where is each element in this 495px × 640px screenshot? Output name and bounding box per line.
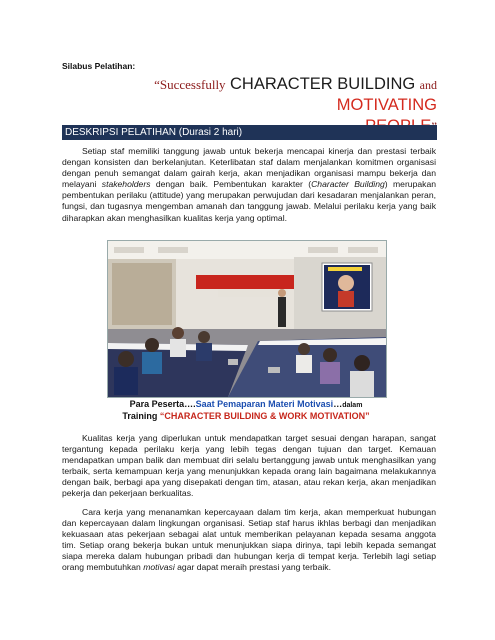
title-main: CHARACTER BUILDING <box>230 75 416 93</box>
paragraph-1-part-a: Setiap staf memiliki tanggung jawab untuk bekerja mencapai kinerja dan prestasi terbaik dengan konsisten dan berkelanjutan. Keterlibatan staf dalam menjalankan komitmen organisasi dengan penuh semangat dalam gairah kerja, akan menjadikan organisasi mampu bekerja dan melayani <box>62 146 436 190</box>
caption-dalam: dalam <box>342 402 363 409</box>
caption-presentation: Saat Pemaparan Materi Motivasi <box>195 399 334 409</box>
title-quote-open: “Successfully <box>154 77 226 92</box>
photo-caption-line-2 <box>107 411 385 422</box>
paragraph-1 <box>62 146 436 224</box>
paragraph-3-part-a: Cara kerja yang menanamkan kepercayaan dalam tim kerja, akan memperkuat hubungan dan kepercayaan dalam lingkungan organisasi. Setiap staf harus ikhlas berbagi dan menjadikan kekuasaan atas pekerjaan sebagai alat untuk memberikan pelayanan kepada sesama anggota tim. Setiap orang bekerja bukan untuk menunjukkan siapa dirinya, tapi lebih kepada semangat siapa mereka dalam hubungan pribadi dan hubungan kerja di tempat kerja. Terlebih lagi setiap orang membutuhkan <box>62 507 436 573</box>
paragraph-3-motivasi: motivasi <box>143 562 175 573</box>
training-photo <box>107 240 387 398</box>
paragraph-1-character-building: Character Building <box>311 179 385 190</box>
paragraph-2: Kualitas kerja yang diperlukan untuk mendapatkan target sesuai dengan harapan, sangat tergantung kepada perilaku kerja yang lebih tegas dengan tujuan dan target. Kemauan mendapatkan umpan balik dan membuat diri selalu bertanggung jawab untuk menghasilkan yang terbaik, serta kemampuan kerja yang menunjukkan kepada orang lain bagaimana melakukannya dengan baik, berbagi apa yang disepakati dengan tim, atasan, atau rekan kerja, akan menjadikan pekerja dan pekerjaan berkualitas. <box>62 433 436 499</box>
syllabus-label: Silabus Pelatihan: <box>62 61 136 71</box>
paragraph-1-part-b: dengan baik. Pembentukan karakter ( <box>150 179 312 190</box>
paragraph-3 <box>62 507 436 574</box>
paragraph-3-part-b: agar dapat meraih prestasi yang terbaik. <box>174 562 331 573</box>
paragraph-1-stakeholders: stakeholders <box>101 179 151 190</box>
caption-ellipsis: … <box>333 399 343 409</box>
training-photo-illustration <box>108 241 386 397</box>
title-and: and <box>419 78 437 92</box>
photo-caption <box>107 398 387 426</box>
paragraph-1-part-c: ) merupakan pembentukan perilaku (attitude) yang merupakan perwujudan dari kesadaran menjalankan peran, fungsi, dan tugasnya mengemban amanah dan tanggung jawab. Melalui perilaku kerja yang baik diharapkan akan menghasilkan kualitas kerja yang optimal. <box>62 179 437 223</box>
title-red-1: MOTIVATING <box>336 96 437 114</box>
photo-caption-line-1 <box>107 399 385 411</box>
section-heading: DESKRIPSI PELATIHAN (Durasi 2 hari) <box>62 125 437 140</box>
caption-training: Training <box>122 411 160 421</box>
caption-training-title: “CHARACTER BUILDING & WORK MOTIVATION” <box>159 411 370 421</box>
caption-participants: Para Peserta…. <box>129 399 196 409</box>
